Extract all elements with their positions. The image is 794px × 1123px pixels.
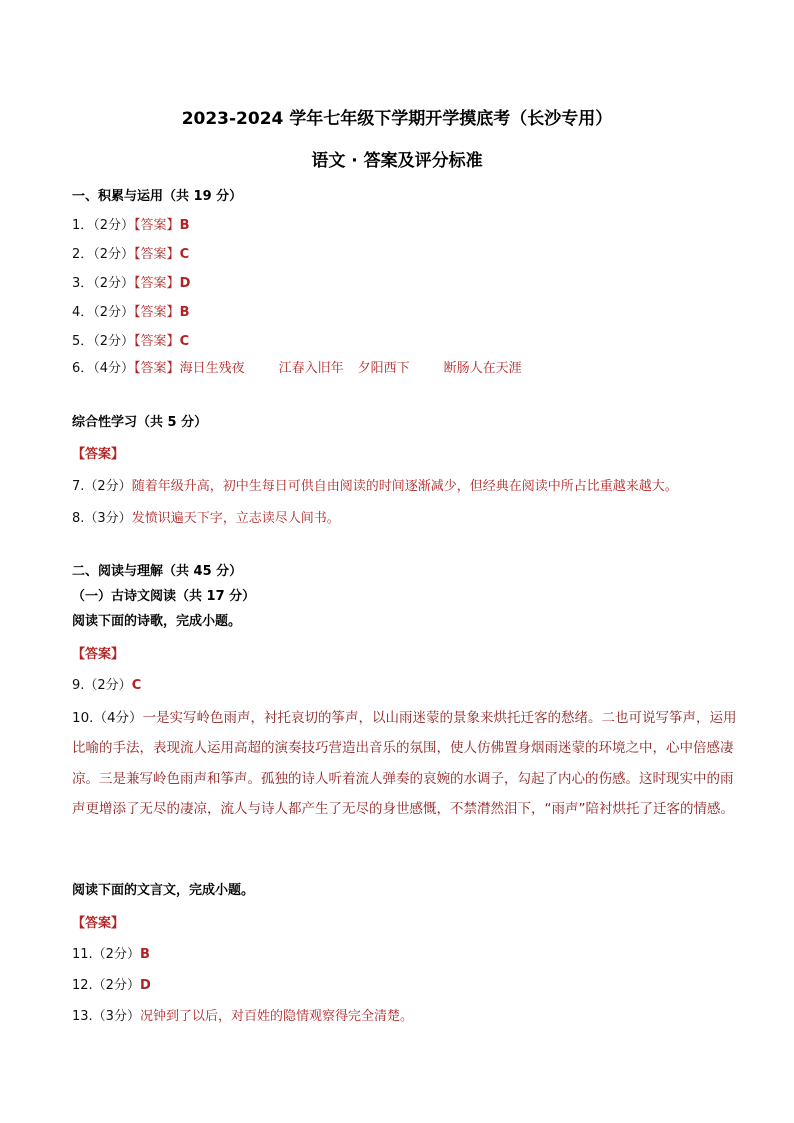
answer-value: B [179, 218, 190, 233]
answer-text: 一是实写岭色雨声，衬托哀切的筝声，以山雨迷蒙的景象来烘托迁客的愁绪。二也可说写筝声，运用比喻的手法，表现流人运用高超的演奏技巧营造出音乐的氛围，使人仿佛置身烟雨迷蒙的环境之中，心中倍感凄凉。三是兼写岭色雨声和筝声。孤独的诗人听着流人弹奏的哀婉的水调子，勾起了内心的伤感。这时现实中的雨声更增添了无尽的凄凉，流人与诗人都产生了无尽的身世感慨，不禁潸然泪下，“雨声”陪衬烘托了迁客的情感。 [72, 710, 737, 818]
comprehensive-heading: 综合性学习（共 5 分） [72, 415, 208, 430]
answer-item-2 [72, 246, 189, 264]
answer-text: 况钟到了以后，对百姓的隐情观察得完全清楚。 [139, 1009, 413, 1024]
answer-value: C [179, 334, 190, 349]
item-number: 13.（3分） [72, 1009, 140, 1024]
document-subtitle: 语文 · 答案及评分标准 [311, 151, 483, 171]
answer-text: 发愤识遍天下字，立志读尽人间书。 [131, 511, 340, 526]
answer-part-1: 海日生残夜 [179, 361, 245, 376]
item-number: 1．（2分） [72, 218, 135, 233]
section1-heading: 一、积累与运用（共 19 分） [72, 189, 243, 204]
answer-tag: 【答案】 [72, 916, 125, 931]
answer-part-3: 夕阳西下 [357, 361, 410, 376]
item-number: 3．（2分） [72, 276, 135, 291]
item-number: 12.（2分） [72, 978, 140, 993]
item-number: 10.（4分） [72, 710, 143, 726]
answer-value: B [179, 305, 190, 320]
answer-item-12 [72, 977, 151, 995]
answer-item-4 [72, 304, 189, 322]
item-number: 5．（2分） [72, 334, 135, 349]
answer-value: C [131, 678, 142, 693]
answer-item-8 [72, 510, 340, 528]
item-number: 11.（2分） [72, 947, 140, 962]
answer-item-6 [72, 360, 522, 378]
document-title: 2023-2024 学年七年级下学期开学摸底考（长沙专用） [181, 109, 613, 129]
answer-item-11 [72, 946, 150, 964]
answer-item-13 [72, 1008, 413, 1026]
answer-item-3 [72, 275, 190, 293]
answer-item-7 [72, 478, 678, 496]
answer-tag: 【答案】 [134, 218, 180, 233]
answer-tag: 【答案】 [134, 361, 180, 376]
answer-tag: 【答案】 [134, 276, 180, 291]
answer-value: B [139, 947, 150, 962]
answer-value: C [179, 247, 190, 262]
answer-tag: 【答案】 [134, 305, 180, 320]
answer-tag: 【答案】 [134, 247, 180, 262]
item-number: 2．（2分） [72, 247, 135, 262]
answer-text: 随着年级升高，初中生每日可供自由阅读的时间逐渐减少，但经典在阅读中所占比重越来越大。 [131, 479, 678, 494]
answer-value: D [179, 276, 191, 291]
answer-item-5 [72, 333, 189, 351]
item-number: 7.（2分） [72, 479, 132, 494]
reading-instruction: 阅读下面的诗歌，完成小题。 [72, 614, 242, 629]
answer-tag: 【答案】 [134, 334, 180, 349]
answer-part-2: 江春入旧年 [278, 361, 344, 376]
subsection-heading: （一）古诗文阅读（共 17 分） [72, 589, 256, 604]
answer-item-1 [72, 217, 189, 235]
item-number: 8.（3分） [72, 511, 132, 526]
answer-item-10 [72, 703, 740, 825]
answer-tag: 【答案】 [72, 447, 125, 462]
item-number: 4．（2分） [72, 305, 135, 320]
item-number: 9.（2分） [72, 678, 132, 693]
answer-tag: 【答案】 [72, 647, 125, 662]
answer-item-9 [72, 677, 141, 695]
reading-instruction: 阅读下面的文言文，完成小题。 [72, 883, 255, 898]
item-number: 6．（4分） [72, 361, 135, 376]
answer-part-4: 断肠人在天涯 [443, 361, 522, 376]
section2-heading: 二、阅读与理解（共 45 分） [72, 564, 243, 579]
answer-value: D [139, 978, 151, 993]
